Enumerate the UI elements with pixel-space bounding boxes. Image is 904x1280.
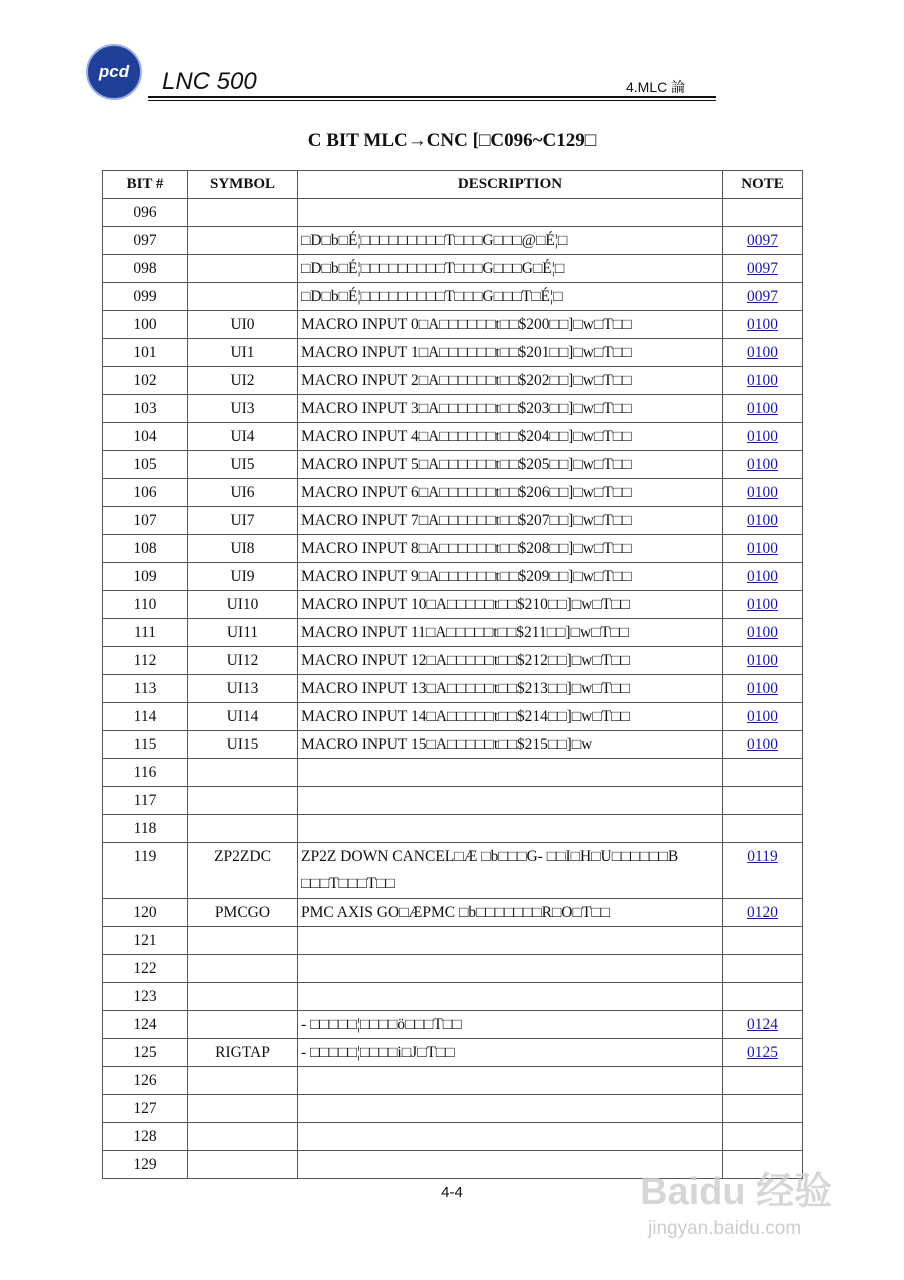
pcd-logo	[86, 44, 142, 100]
description-cell: MACRO INPUT 10□A□□□□□t□□$210□□]□w□T□□	[298, 591, 723, 619]
table-row	[103, 927, 803, 955]
table-row	[103, 983, 803, 1011]
bit-cell: 101	[103, 339, 188, 367]
note-cell	[723, 507, 803, 535]
description-cell: MACRO INPUT 2□A□□□□□□t□□$202□□]□w□T□□	[298, 367, 723, 395]
note-cell	[723, 703, 803, 731]
bit-cell: 104	[103, 423, 188, 451]
note-cell	[723, 759, 803, 787]
table-row	[103, 563, 803, 591]
note-cell	[723, 843, 803, 899]
description-cell: MACRO INPUT 12□A□□□□□t□□$212□□]□w□T□□	[298, 647, 723, 675]
page-number: 4-4	[441, 1184, 463, 1201]
description-cell: MACRO INPUT 4□A□□□□□□t□□$204□□]□w□T□□	[298, 423, 723, 451]
description-cell: MACRO INPUT 7□A□□□□□□t□□$207□□]□w□T□□	[298, 507, 723, 535]
note-cell	[723, 787, 803, 815]
symbol-cell: UI0	[188, 311, 298, 339]
note-link[interactable]: 0124	[747, 1016, 778, 1033]
table-row	[103, 339, 803, 367]
description-cell	[298, 983, 723, 1011]
note-link[interactable]: 0100	[747, 596, 778, 613]
bit-cell: 116	[103, 759, 188, 787]
symbol-cell: PMCGO	[188, 899, 298, 927]
description-cell: - □□□□□¦□□□□ö□□□T□□	[298, 1011, 723, 1039]
table-row	[103, 647, 803, 675]
symbol-cell: RIGTAP	[188, 1039, 298, 1067]
note-link[interactable]: 0097	[747, 260, 778, 277]
table-row	[103, 1011, 803, 1039]
note-link[interactable]: 0100	[747, 428, 778, 445]
bit-cell: 123	[103, 983, 188, 1011]
symbol-cell: UI2	[188, 367, 298, 395]
symbol-cell: UI14	[188, 703, 298, 731]
col-bit: BIT #	[103, 171, 188, 199]
bit-cell: 124	[103, 1011, 188, 1039]
note-cell	[723, 283, 803, 311]
bit-cell: 097	[103, 227, 188, 255]
description-cell: MACRO INPUT 11□A□□□□□t□□$211□□]□w□T□□	[298, 619, 723, 647]
symbol-cell	[188, 227, 298, 255]
symbol-cell: UI13	[188, 675, 298, 703]
bit-cell: 121	[103, 927, 188, 955]
symbol-cell	[188, 955, 298, 983]
bit-cell: 127	[103, 1095, 188, 1123]
symbol-cell: UI4	[188, 423, 298, 451]
description-cell: PMC AXIS GO□ÆPMC □b□□□□□□□R□O□T□□	[298, 899, 723, 927]
note-cell	[723, 983, 803, 1011]
bit-cell: 129	[103, 1151, 188, 1179]
bit-cell: 119	[103, 843, 188, 899]
table-row	[103, 227, 803, 255]
table-row	[103, 619, 803, 647]
table-row	[103, 507, 803, 535]
symbol-cell	[188, 787, 298, 815]
product-name: LNC 500	[162, 68, 257, 95]
description-cell: MACRO INPUT 3□A□□□□□□t□□$203□□]□w□T□□	[298, 395, 723, 423]
note-link[interactable]: 0100	[747, 316, 778, 333]
note-cell	[723, 1039, 803, 1067]
description-cell: MACRO INPUT 13□A□□□□□t□□$213□□]□w□T□□	[298, 675, 723, 703]
note-link[interactable]: 0100	[747, 680, 778, 697]
note-link[interactable]: 0119	[747, 848, 778, 865]
table-row	[103, 675, 803, 703]
description-cell	[298, 1095, 723, 1123]
table-row	[103, 451, 803, 479]
table-header-row	[103, 171, 803, 199]
description-cell	[298, 1067, 723, 1095]
table-row	[103, 843, 803, 899]
symbol-cell	[188, 983, 298, 1011]
symbol-cell	[188, 1011, 298, 1039]
description-cell: MACRO INPUT 6□A□□□□□□t□□$206□□]□w□T□□	[298, 479, 723, 507]
bit-cell: 120	[103, 899, 188, 927]
logo-text: pcd	[98, 62, 130, 81]
bit-cell: 103	[103, 395, 188, 423]
note-link[interactable]: 0120	[747, 904, 778, 921]
table-row	[103, 1039, 803, 1067]
bit-cell: 125	[103, 1039, 188, 1067]
note-cell	[723, 535, 803, 563]
table-row	[103, 479, 803, 507]
bit-cell: 100	[103, 311, 188, 339]
symbol-cell: ZP2ZDC	[188, 843, 298, 899]
note-cell	[723, 367, 803, 395]
symbol-cell	[188, 1067, 298, 1095]
bit-cell: 105	[103, 451, 188, 479]
symbol-cell: UI9	[188, 563, 298, 591]
table-row	[103, 787, 803, 815]
table-row	[103, 283, 803, 311]
note-cell	[723, 1123, 803, 1151]
symbol-cell: UI3	[188, 395, 298, 423]
description-cell: MACRO INPUT 8□A□□□□□□t□□$208□□]□w□T□□	[298, 535, 723, 563]
symbol-cell	[188, 927, 298, 955]
description-cell: □D□b□É¦□□□□□□□□□T□□□G□□□G□É¦□	[298, 255, 723, 283]
table-row	[103, 1067, 803, 1095]
symbol-cell: UI12	[188, 647, 298, 675]
note-link[interactable]: 0100	[747, 624, 778, 641]
table-row	[103, 535, 803, 563]
table-row	[103, 731, 803, 759]
description-cell	[298, 199, 723, 227]
watermark-logo: Baidu 经验	[640, 1171, 833, 1213]
table-row	[103, 423, 803, 451]
description-cell: MACRO INPUT 5□A□□□□□□t□□$205□□]□w□T□□	[298, 451, 723, 479]
bit-cell: 111	[103, 619, 188, 647]
note-link[interactable]: 0100	[747, 456, 778, 473]
symbol-cell: UI1	[188, 339, 298, 367]
note-cell	[723, 731, 803, 759]
note-cell	[723, 423, 803, 451]
description-cell: MACRO INPUT 1□A□□□□□□t□□$201□□]□w□T□□	[298, 339, 723, 367]
note-cell	[723, 675, 803, 703]
note-link[interactable]: 0100	[747, 400, 778, 417]
note-link[interactable]: 0100	[747, 568, 778, 585]
col-symbol: SYMBOL	[188, 171, 298, 199]
note-cell	[723, 255, 803, 283]
description-cell: MACRO INPUT 15□A□□□□□t□□$215□□]□w	[298, 731, 723, 759]
symbol-cell	[188, 199, 298, 227]
bit-cell: 096	[103, 199, 188, 227]
description-cell: MACRO INPUT 9□A□□□□□□t□□$209□□]□w□T□□	[298, 563, 723, 591]
table-row	[103, 899, 803, 927]
table-row	[103, 367, 803, 395]
table-row	[103, 759, 803, 787]
table-row	[103, 955, 803, 983]
watermark-url: jingyan.baidu.com	[648, 1218, 802, 1239]
description-cell: □D□b□É¦□□□□□□□□□T□□□G□□□T□É¦□	[298, 283, 723, 311]
header-rule-thin	[148, 100, 716, 101]
bit-cell: 114	[103, 703, 188, 731]
note-link[interactable]: 0100	[747, 372, 778, 389]
bit-cell: 117	[103, 787, 188, 815]
symbol-cell	[188, 255, 298, 283]
bit-table	[102, 170, 803, 1179]
note-link[interactable]: 0100	[747, 540, 778, 557]
table-row	[103, 703, 803, 731]
note-link[interactable]: 0100	[747, 344, 778, 361]
bit-cell: 106	[103, 479, 188, 507]
note-cell	[723, 395, 803, 423]
description-cell	[298, 927, 723, 955]
table-row	[103, 815, 803, 843]
description-cell	[298, 1123, 723, 1151]
table-row	[103, 1123, 803, 1151]
col-note: NOTE	[723, 171, 803, 199]
note-cell	[723, 955, 803, 983]
note-cell	[723, 815, 803, 843]
bit-cell: 113	[103, 675, 188, 703]
note-cell	[723, 1067, 803, 1095]
note-link[interactable]: 0100	[747, 736, 778, 753]
note-cell	[723, 1095, 803, 1123]
description-cell: MACRO INPUT 0□A□□□□□□t□□$200□□]□w□T□□	[298, 311, 723, 339]
note-cell	[723, 899, 803, 927]
description-cell: - □□□□□¦□□□□i□J□T□□	[298, 1039, 723, 1067]
table-row	[103, 1095, 803, 1123]
note-link[interactable]: 0100	[747, 652, 778, 669]
description-cell: ZP2Z DOWN CANCEL□Æ □b□□□G- □□I□H□U□□□□□□B □□□T□□□T□□	[298, 843, 723, 899]
bit-cell: 118	[103, 815, 188, 843]
note-link[interactable]: 0097	[747, 288, 778, 305]
note-cell	[723, 199, 803, 227]
col-description: DESCRIPTION	[298, 171, 723, 199]
note-link[interactable]: 0100	[747, 484, 778, 501]
note-cell	[723, 927, 803, 955]
bit-cell: 126	[103, 1067, 188, 1095]
symbol-cell: UI7	[188, 507, 298, 535]
table-row	[103, 255, 803, 283]
symbol-cell	[188, 1095, 298, 1123]
note-cell	[723, 1011, 803, 1039]
description-cell: □D□b□É¦□□□□□□□□□T□□□G□□□@□É¦□	[298, 227, 723, 255]
note-cell	[723, 591, 803, 619]
bit-cell: 128	[103, 1123, 188, 1151]
note-link[interactable]: 0097	[747, 232, 778, 249]
symbol-cell: UI10	[188, 591, 298, 619]
symbol-cell	[188, 1123, 298, 1151]
note-cell	[723, 619, 803, 647]
bit-cell: 098	[103, 255, 188, 283]
note-link[interactable]: 0100	[747, 708, 778, 725]
note-cell	[723, 451, 803, 479]
symbol-cell: UI15	[188, 731, 298, 759]
description-cell	[298, 787, 723, 815]
description-cell	[298, 955, 723, 983]
bit-cell: 110	[103, 591, 188, 619]
note-cell	[723, 563, 803, 591]
description-cell	[298, 815, 723, 843]
note-link[interactable]: 0100	[747, 512, 778, 529]
description-cell	[298, 759, 723, 787]
table-row	[103, 591, 803, 619]
bit-cell: 102	[103, 367, 188, 395]
symbol-cell	[188, 759, 298, 787]
description-cell: MACRO INPUT 14□A□□□□□t□□$214□□]□w□T□□	[298, 703, 723, 731]
table-row	[103, 311, 803, 339]
bit-cell: 109	[103, 563, 188, 591]
note-cell	[723, 647, 803, 675]
bit-cell: 108	[103, 535, 188, 563]
note-cell	[723, 311, 803, 339]
bit-cell: 112	[103, 647, 188, 675]
table-row	[103, 395, 803, 423]
symbol-cell	[188, 1151, 298, 1179]
chapter-label: 4.MLC 論	[626, 79, 686, 95]
symbol-cell: UI5	[188, 451, 298, 479]
note-cell	[723, 227, 803, 255]
bit-cell: 122	[103, 955, 188, 983]
bit-cell: 099	[103, 283, 188, 311]
symbol-cell: UI6	[188, 479, 298, 507]
symbol-cell: UI8	[188, 535, 298, 563]
note-link[interactable]: 0125	[747, 1044, 778, 1061]
note-cell	[723, 479, 803, 507]
header-rule	[148, 96, 716, 98]
symbol-cell	[188, 815, 298, 843]
symbol-cell	[188, 283, 298, 311]
bit-cell: 107	[103, 507, 188, 535]
symbol-cell: UI11	[188, 619, 298, 647]
bit-cell: 115	[103, 731, 188, 759]
page-title: C BIT MLC→CNC [□C096~C129□	[307, 130, 597, 151]
table-row	[103, 199, 803, 227]
note-cell	[723, 339, 803, 367]
